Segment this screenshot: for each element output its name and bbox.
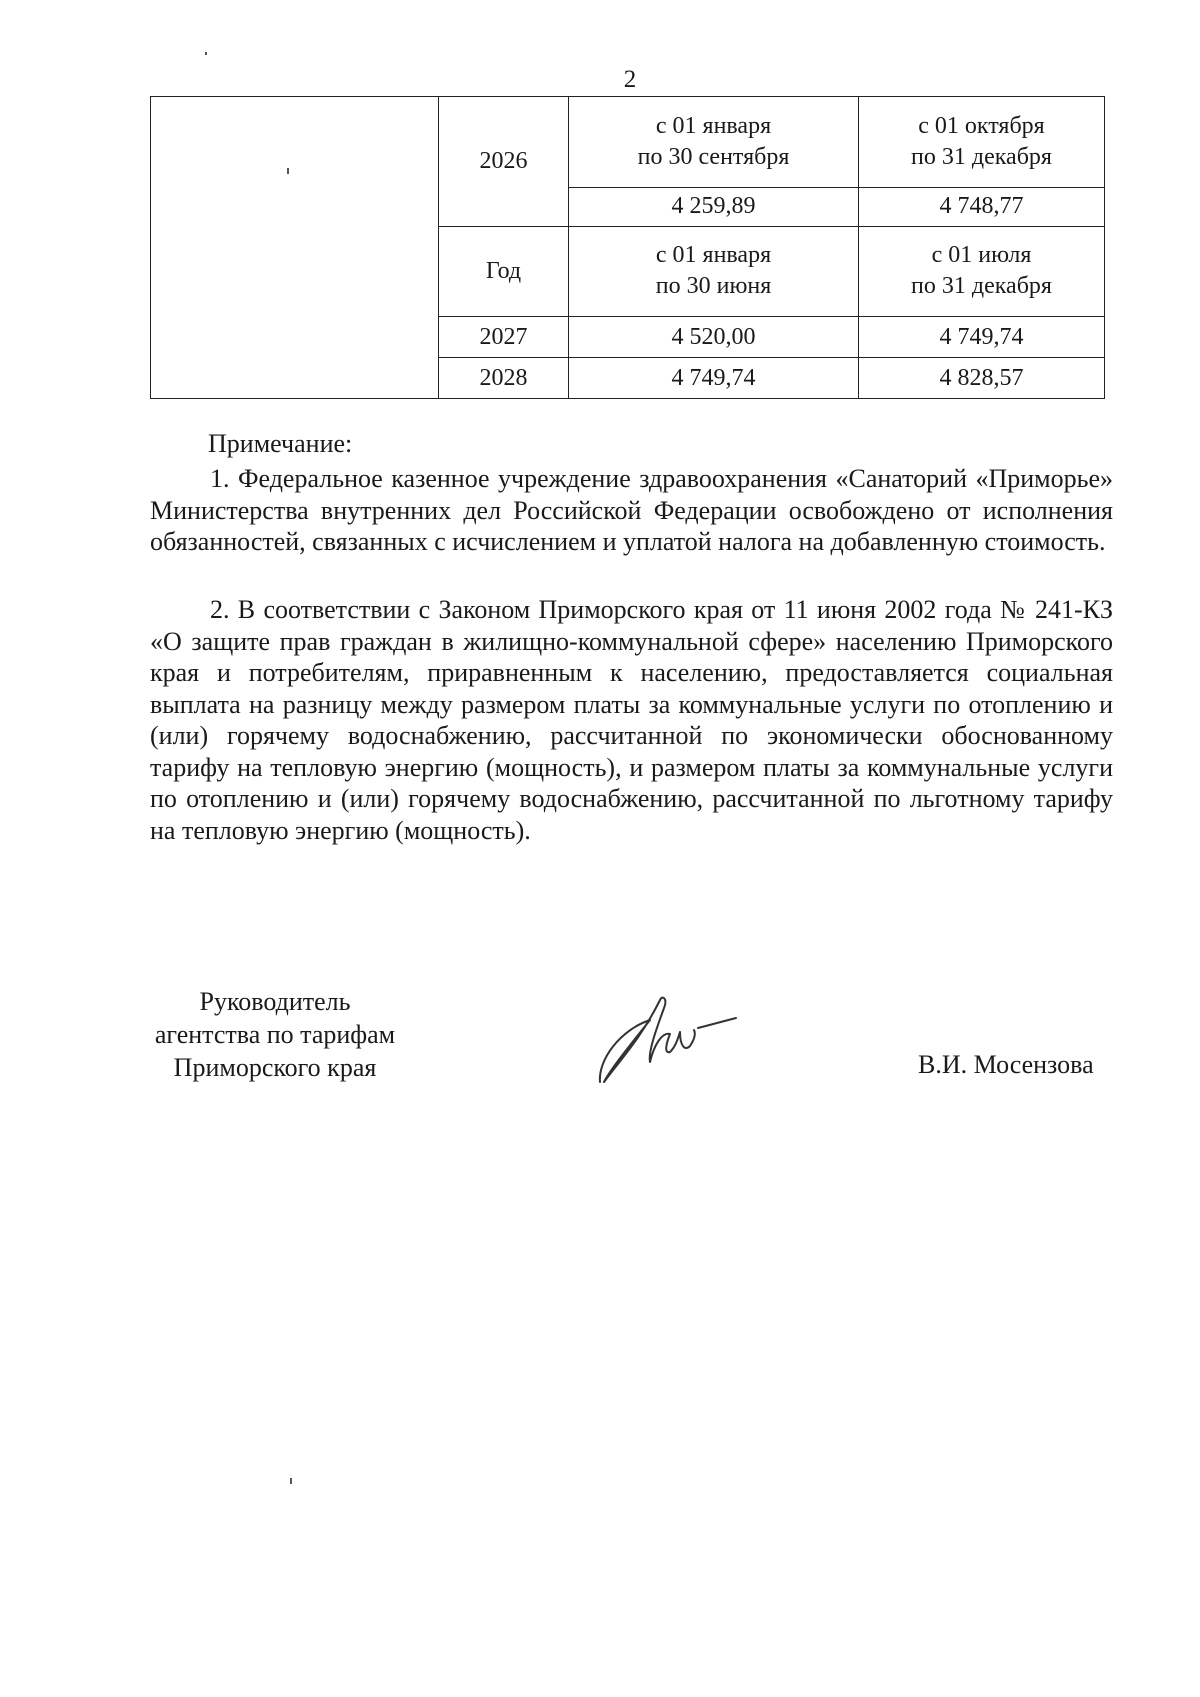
year-cell: 2026	[439, 97, 569, 227]
year-cell: 2028	[439, 358, 569, 399]
year-header-cell: Год	[439, 226, 569, 317]
empty-left-cell	[151, 97, 439, 399]
signatory-title-line: Приморского края	[173, 1053, 377, 1082]
scan-speck	[205, 52, 207, 55]
period-cell: с 01 января по 30 июня	[569, 226, 859, 317]
tariff-value-cell: 4 259,89	[569, 187, 859, 226]
tariff-value-cell: 4 749,74	[569, 358, 859, 399]
signatory-title-line: агентства по тарифам	[154, 1020, 396, 1049]
period-cell: с 01 октября по 31 декабря	[859, 97, 1105, 188]
period-cell: с 01 января по 30 сентября	[569, 97, 859, 188]
signatory-name: В.И. Мосензова	[918, 1050, 1094, 1079]
period-cell: с 01 июля по 31 декабря	[859, 226, 1105, 317]
tariff-value-cell: 4 520,00	[569, 317, 859, 358]
tariff-table	[150, 96, 1105, 399]
scan-speck	[287, 168, 289, 174]
tariff-value-cell: 4 748,77	[859, 187, 1105, 226]
tariff-value-cell: 4 828,57	[859, 358, 1105, 399]
note-title: Примечание:	[208, 429, 353, 458]
handwritten-signature	[590, 990, 740, 1090]
scan-speck	[290, 1478, 292, 1484]
signatory-title	[125, 985, 425, 1084]
tariff-value-cell: 4 749,74	[859, 317, 1105, 358]
signatory-title-line: Руководитель	[199, 987, 351, 1016]
table-row	[151, 97, 1105, 188]
note-item-2: 2. В соответствии с Законом Приморского края от 11 июня 2002 года № 241-КЗ «О защите прав граждан в жилищно-коммунальной сфере» населению Приморского края и потребителям, приравненным к населению, предоставляется социальная выплата на разницу между размером платы за коммунальные услуги по отоплению и (или) горячему водоснабжению, рассчитанной по экономически обоснованному тарифу на тепловую энергию (мощность), и размером платы за коммунальные услуги по отоплению и (или) горячему водоснабжению, рассчитанной по льготному тарифу на тепловую энергию (мощность).	[150, 595, 1113, 845]
year-cell: 2027	[439, 317, 569, 358]
note-item-1: 1. Федеральное казенное учреждение здравоохранения «Санаторий «Приморье» Министерства внутренних дел Российской Федерации освобождено от исполнения обязанностей, связанных с исчислением и уплатой налога на добавленную стоимость.	[150, 464, 1113, 556]
page-number: 2	[623, 66, 637, 93]
